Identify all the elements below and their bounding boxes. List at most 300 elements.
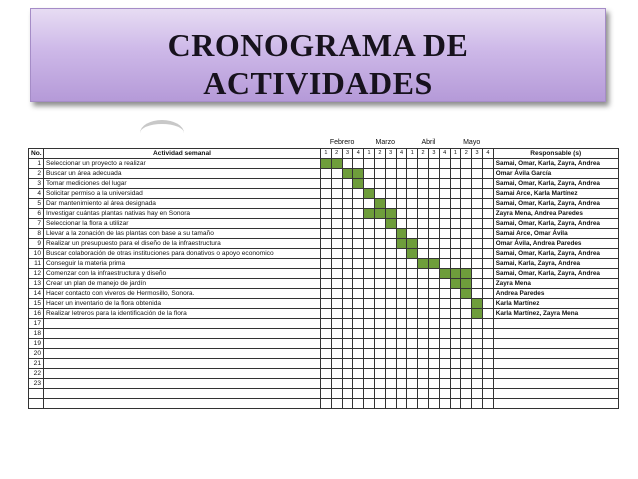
row-number: 1 xyxy=(29,158,44,168)
month-header: Marzo xyxy=(375,139,395,147)
week-cell xyxy=(385,358,396,368)
week-cell xyxy=(364,168,375,178)
week-cell xyxy=(418,308,429,318)
week-cell xyxy=(331,228,342,238)
row-number xyxy=(29,398,44,408)
week-cell xyxy=(364,338,375,348)
scheduled-week-cell xyxy=(321,158,332,168)
week-cell xyxy=(450,308,461,318)
row-number: 5 xyxy=(29,198,44,208)
week-cell xyxy=(461,248,472,258)
week-cell xyxy=(418,378,429,388)
page-title-line-2: ACTIVIDADES xyxy=(203,65,433,101)
week-cell xyxy=(342,228,353,238)
week-cell xyxy=(396,328,407,338)
week-cell xyxy=(331,178,342,188)
week-cell xyxy=(428,398,439,408)
week-cell xyxy=(321,328,332,338)
week-cell xyxy=(482,198,493,208)
week-header: 2 xyxy=(461,148,472,158)
week-header: 4 xyxy=(353,148,364,158)
week-cell xyxy=(461,228,472,238)
table-row xyxy=(29,308,619,318)
week-cell xyxy=(439,168,450,178)
week-cell xyxy=(353,288,364,298)
week-cell xyxy=(428,198,439,208)
week-cell xyxy=(385,258,396,268)
week-cell xyxy=(321,168,332,178)
week-cell xyxy=(418,208,429,218)
scheduled-week-cell xyxy=(450,268,461,278)
week-cell xyxy=(364,298,375,308)
week-cell xyxy=(396,178,407,188)
week-cell xyxy=(331,298,342,308)
week-cell xyxy=(450,388,461,398)
week-cell xyxy=(364,358,375,368)
week-cell xyxy=(331,358,342,368)
week-cell xyxy=(396,298,407,308)
week-cell xyxy=(331,188,342,198)
month-header: Mayo xyxy=(463,139,481,147)
week-cell xyxy=(439,338,450,348)
week-cell xyxy=(439,158,450,168)
week-cell xyxy=(364,238,375,248)
week-cell xyxy=(461,328,472,338)
row-number: 6 xyxy=(29,208,44,218)
week-cell xyxy=(342,368,353,378)
week-cell xyxy=(353,378,364,388)
week-cell xyxy=(396,308,407,318)
activity-cell xyxy=(44,318,321,328)
week-cell xyxy=(482,358,493,368)
week-cell xyxy=(472,368,483,378)
week-cell xyxy=(482,318,493,328)
week-cell xyxy=(428,168,439,178)
week-cell xyxy=(342,238,353,248)
week-cell xyxy=(396,378,407,388)
month-header-row xyxy=(29,138,619,148)
scheduled-week-cell xyxy=(342,168,353,178)
week-cell xyxy=(439,248,450,258)
week-cell xyxy=(439,288,450,298)
responsible-cell: Samai, Karla, Zayra, Andrea xyxy=(493,258,618,268)
week-header: 3 xyxy=(342,148,353,158)
week-cell xyxy=(407,308,418,318)
week-cell xyxy=(450,368,461,378)
week-cell xyxy=(418,178,429,188)
scheduled-week-cell xyxy=(396,238,407,248)
week-cell xyxy=(439,368,450,378)
week-cell xyxy=(482,208,493,218)
week-cell xyxy=(482,218,493,228)
week-cell xyxy=(439,328,450,338)
table-row xyxy=(29,178,619,188)
week-cell xyxy=(321,208,332,218)
week-cell xyxy=(482,268,493,278)
activity-cell: Seleccionar un proyecto a realizar xyxy=(44,158,321,168)
week-cell xyxy=(407,378,418,388)
week-cell xyxy=(482,178,493,188)
scheduled-week-cell xyxy=(472,298,483,308)
week-cell xyxy=(321,338,332,348)
week-cell xyxy=(428,368,439,378)
week-cell xyxy=(374,378,385,388)
week-cell xyxy=(428,358,439,368)
week-cell xyxy=(321,388,332,398)
week-cell xyxy=(482,288,493,298)
scheduled-week-cell xyxy=(428,258,439,268)
week-cell xyxy=(342,298,353,308)
week-cell xyxy=(472,248,483,258)
week-cell xyxy=(342,378,353,388)
week-cell xyxy=(321,278,332,288)
table-row xyxy=(29,248,619,258)
week-cell xyxy=(450,328,461,338)
week-cell xyxy=(439,178,450,188)
week-header: 1 xyxy=(407,148,418,158)
week-cell xyxy=(374,328,385,338)
row-number: 15 xyxy=(29,298,44,308)
week-cell xyxy=(472,398,483,408)
week-cell xyxy=(450,378,461,388)
week-cell xyxy=(461,238,472,248)
week-cell xyxy=(396,258,407,268)
activity-cell xyxy=(44,338,321,348)
table-row xyxy=(29,368,619,378)
table-row xyxy=(29,278,619,288)
week-cell xyxy=(461,298,472,308)
week-cell xyxy=(407,198,418,208)
week-cell xyxy=(385,298,396,308)
row-number: 11 xyxy=(29,258,44,268)
week-cell xyxy=(472,268,483,278)
week-cell xyxy=(428,268,439,278)
scheduled-week-cell xyxy=(374,208,385,218)
column-header-row xyxy=(29,148,619,158)
week-cell xyxy=(482,158,493,168)
week-cell xyxy=(461,198,472,208)
week-cell xyxy=(353,268,364,278)
week-header: 1 xyxy=(450,148,461,158)
week-cell xyxy=(396,218,407,228)
activity-cell: Llevar a la zonación de las plantas con base a su tamaño xyxy=(44,228,321,238)
week-cell xyxy=(353,158,364,168)
week-cell xyxy=(428,238,439,248)
week-cell xyxy=(353,218,364,228)
week-cell xyxy=(439,298,450,308)
week-cell xyxy=(439,188,450,198)
table-row xyxy=(29,338,619,348)
week-cell xyxy=(482,328,493,338)
week-cell xyxy=(482,398,493,408)
week-cell xyxy=(418,348,429,358)
week-cell xyxy=(385,158,396,168)
week-cell xyxy=(374,188,385,198)
week-cell xyxy=(418,288,429,298)
responsible-header: Responsable (s) xyxy=(493,148,618,158)
week-cell xyxy=(364,268,375,278)
week-cell xyxy=(407,298,418,308)
week-cell xyxy=(364,288,375,298)
week-cell xyxy=(461,398,472,408)
week-cell xyxy=(353,238,364,248)
responsible-cell: Samai Arce, Karla Martínez xyxy=(493,188,618,198)
week-cell xyxy=(385,388,396,398)
responsible-cell: Zayra Mena, Andrea Paredes xyxy=(493,208,618,218)
week-cell xyxy=(385,288,396,298)
week-cell xyxy=(342,338,353,348)
week-cell xyxy=(396,318,407,328)
responsible-cell xyxy=(493,368,618,378)
week-cell xyxy=(342,268,353,278)
week-cell xyxy=(385,188,396,198)
week-cell xyxy=(321,228,332,238)
week-cell xyxy=(353,318,364,328)
row-number: 8 xyxy=(29,228,44,238)
week-cell xyxy=(428,328,439,338)
week-cell xyxy=(428,178,439,188)
week-cell xyxy=(472,338,483,348)
week-cell xyxy=(418,398,429,408)
week-cell xyxy=(428,338,439,348)
week-cell xyxy=(461,338,472,348)
week-cell xyxy=(407,318,418,328)
scheduled-week-cell xyxy=(407,248,418,258)
week-cell xyxy=(418,388,429,398)
week-cell xyxy=(353,388,364,398)
week-cell xyxy=(482,228,493,238)
week-cell xyxy=(353,188,364,198)
week-cell xyxy=(418,198,429,208)
scheduled-week-cell xyxy=(385,208,396,218)
activity-cell: Realizar letreros para la identificación de la flora xyxy=(44,308,321,318)
week-cell xyxy=(342,258,353,268)
responsible-cell xyxy=(493,388,618,398)
week-cell xyxy=(439,258,450,268)
week-cell xyxy=(321,358,332,368)
row-number: 13 xyxy=(29,278,44,288)
responsible-cell xyxy=(493,328,618,338)
week-cell xyxy=(472,388,483,398)
responsible-cell: Zayra Mena xyxy=(493,278,618,288)
week-cell xyxy=(364,368,375,378)
week-cell xyxy=(321,178,332,188)
week-cell xyxy=(342,328,353,338)
week-cell xyxy=(418,248,429,258)
activity-cell: Hacer un inventario de la flora obtenida xyxy=(44,298,321,308)
activity-cell xyxy=(44,388,321,398)
week-cell xyxy=(364,318,375,328)
row-number: 7 xyxy=(29,218,44,228)
week-cell xyxy=(450,338,461,348)
week-cell xyxy=(428,208,439,218)
week-cell xyxy=(450,178,461,188)
week-cell xyxy=(374,388,385,398)
week-cell xyxy=(482,188,493,198)
week-cell xyxy=(385,228,396,238)
scheduled-week-cell xyxy=(374,198,385,208)
week-cell xyxy=(374,368,385,378)
week-cell xyxy=(353,368,364,378)
week-cell xyxy=(472,318,483,328)
activity-cell: Seleccionar la flora a utilizar xyxy=(44,218,321,228)
week-cell xyxy=(353,358,364,368)
week-cell xyxy=(428,308,439,318)
table-row xyxy=(29,258,619,268)
week-cell xyxy=(353,338,364,348)
week-cell xyxy=(396,188,407,198)
week-cell xyxy=(364,328,375,338)
week-cell xyxy=(439,278,450,288)
week-cell xyxy=(450,238,461,248)
week-cell xyxy=(461,158,472,168)
week-cell xyxy=(321,318,332,328)
week-cell xyxy=(450,228,461,238)
week-cell xyxy=(331,258,342,268)
week-cell xyxy=(450,248,461,258)
activity-cell xyxy=(44,348,321,358)
activity-cell: Realizar un presupuesto para el diseño de la infraestructura xyxy=(44,238,321,248)
week-cell xyxy=(428,228,439,238)
week-cell xyxy=(418,238,429,248)
activity-cell xyxy=(44,378,321,388)
week-cell xyxy=(385,348,396,358)
week-cell xyxy=(407,328,418,338)
week-cell xyxy=(472,358,483,368)
week-cell xyxy=(374,268,385,278)
scheduled-week-cell xyxy=(461,268,472,278)
activity-cell: Buscar un área adecuada xyxy=(44,168,321,178)
week-cell xyxy=(385,318,396,328)
week-cell xyxy=(482,258,493,268)
week-cell xyxy=(364,258,375,268)
week-cell xyxy=(472,348,483,358)
row-number: 23 xyxy=(29,378,44,388)
week-cell xyxy=(385,338,396,348)
week-cell xyxy=(407,388,418,398)
week-cell xyxy=(385,198,396,208)
week-cell xyxy=(439,208,450,218)
week-cell xyxy=(396,158,407,168)
scheduled-week-cell xyxy=(364,208,375,218)
week-cell xyxy=(428,288,439,298)
week-cell xyxy=(472,158,483,168)
week-cell xyxy=(364,278,375,288)
scheduled-week-cell xyxy=(461,288,472,298)
week-cell xyxy=(364,248,375,258)
week-cell xyxy=(418,338,429,348)
row-number xyxy=(29,388,44,398)
week-cell xyxy=(385,398,396,408)
row-number: 22 xyxy=(29,368,44,378)
week-cell xyxy=(331,218,342,228)
week-cell xyxy=(321,198,332,208)
week-cell xyxy=(439,388,450,398)
week-header: 1 xyxy=(364,148,375,158)
scheduled-week-cell xyxy=(385,218,396,228)
week-cell xyxy=(342,398,353,408)
week-cell xyxy=(482,278,493,288)
week-cell xyxy=(385,248,396,258)
week-cell xyxy=(439,238,450,248)
week-cell xyxy=(482,168,493,178)
week-cell xyxy=(418,188,429,198)
activity-cell xyxy=(44,358,321,368)
week-cell xyxy=(450,358,461,368)
week-cell xyxy=(407,228,418,238)
week-cell xyxy=(342,318,353,328)
week-cell xyxy=(482,238,493,248)
week-cell xyxy=(428,188,439,198)
week-header: 3 xyxy=(385,148,396,158)
week-cell xyxy=(418,318,429,328)
table-row xyxy=(29,218,619,228)
week-cell xyxy=(461,188,472,198)
week-cell xyxy=(353,198,364,208)
week-cell xyxy=(418,228,429,238)
week-cell xyxy=(353,308,364,318)
activity-header: Actividad semanal xyxy=(44,148,321,158)
week-cell xyxy=(450,198,461,208)
week-cell xyxy=(374,228,385,238)
responsible-cell: Karla Martínez, Zayra Mena xyxy=(493,308,618,318)
week-cell xyxy=(439,348,450,358)
week-cell xyxy=(482,248,493,258)
week-cell xyxy=(396,248,407,258)
week-cell xyxy=(321,188,332,198)
week-cell xyxy=(321,238,332,248)
responsible-cell: Omar Ávila García xyxy=(493,168,618,178)
week-cell xyxy=(407,158,418,168)
activity-cell xyxy=(44,368,321,378)
responsible-cell: Samai, Omar, Karla, Zayra, Andrea xyxy=(493,218,618,228)
header-spacer xyxy=(29,138,321,148)
week-cell xyxy=(418,268,429,278)
week-cell xyxy=(396,348,407,358)
scheduled-week-cell xyxy=(353,178,364,188)
week-cell xyxy=(450,208,461,218)
week-cell xyxy=(472,278,483,288)
week-header: 4 xyxy=(396,148,407,158)
week-cell xyxy=(396,338,407,348)
week-cell xyxy=(364,308,375,318)
week-cell xyxy=(428,388,439,398)
week-cell xyxy=(439,318,450,328)
week-cell xyxy=(331,398,342,408)
scheduled-week-cell xyxy=(439,268,450,278)
responsible-cell xyxy=(493,378,618,388)
activity-cell: Conseguir la materia prima xyxy=(44,258,321,268)
week-cell xyxy=(353,328,364,338)
week-cell xyxy=(321,398,332,408)
week-cell xyxy=(450,218,461,228)
week-cell xyxy=(482,308,493,318)
week-cell xyxy=(407,168,418,178)
table-row xyxy=(29,188,619,198)
week-cell xyxy=(321,378,332,388)
week-cell xyxy=(353,348,364,358)
week-cell xyxy=(472,238,483,248)
activity-cell: Tomar mediciones del lugar xyxy=(44,178,321,188)
week-cell xyxy=(472,228,483,238)
week-cell xyxy=(396,208,407,218)
week-cell xyxy=(396,288,407,298)
week-cell xyxy=(396,388,407,398)
week-cell xyxy=(331,268,342,278)
week-cell xyxy=(450,168,461,178)
week-cell xyxy=(374,308,385,318)
week-cell xyxy=(374,258,385,268)
